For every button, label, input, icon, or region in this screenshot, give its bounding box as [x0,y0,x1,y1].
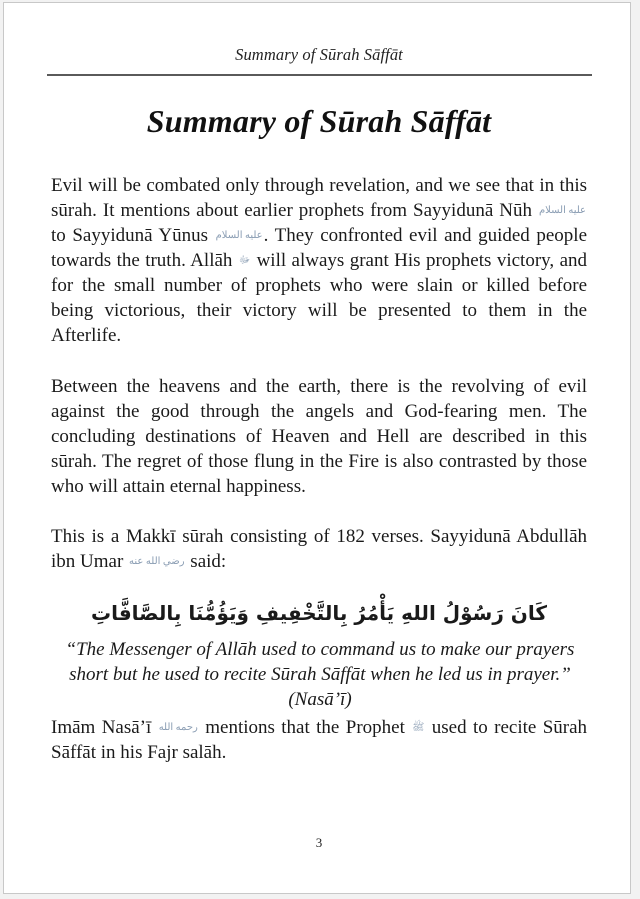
honorific-alayhis-salam-icon: عليه السلام [538,204,587,216]
paragraph-text: . They confronted evil and guided people towards the truth. Allāh [51,225,587,271]
paragraph-text: This is a Makkī sūrah consisting of 182 verses. Sayyidunā Abdullāh ibn Umar [51,526,587,572]
honorific-radiyallahu-anhu-icon: رضي الله عنه [129,555,185,567]
paragraph-text: used to recite Sūrah Sāffāt in his Fajr salāh. [51,717,588,763]
paragraph-text: mentions that the Prophet [205,717,405,738]
hadith-translation-quote: “The Messenger of Allāh used to command us to make our prayers short but he used to recite Sūrah Sāffāt when he led us in prayer.” (Nasā’ī) [65,639,575,710]
honorific-alayhis-salam-icon: عليه السلام [215,229,263,241]
document-page [3,2,631,894]
running-header: Summary of Sūrah Sāffāt [235,45,403,64]
header-rule-divider [47,74,592,76]
honorific-jalla-jalaluhu-icon: ﷻ [238,254,251,266]
honorific-salallahu-alayhi-wasallam-icon: ﷺ [412,721,425,733]
paragraph-text: to Sayyidunā Yūnus [51,225,209,246]
paragraph-intro [51,173,587,348]
paragraph-makki-surah [51,524,587,574]
page-title: Summary of Sūrah Sāffāt [146,103,492,139]
hadith-arabic-text: كَانَ رَسُوْلُ اللهِ يَأْمُرُ بِالتَّخْفِيفِ وَيَؤُمُّنَا بِالصَّافَّاتِ [90,601,548,625]
paragraph-fajr-recitation [51,715,587,765]
paragraph-text: will always grant His prophets victory, and for the small number of prophets who were slain or killed before being victorious, their victory will be presented to them in the Afterlife. [51,250,588,346]
paragraph-heavens-earth: Between the heavens and the earth, there is the revolving of evil against the good through the angels and God-fearing men. The concluding destinations of Heaven and Hell are described in this sūrah. The regret of those flung in the Fire is also contrasted by those who will attain eternal happiness. [51,376,587,497]
honorific-rahimahullah-icon: رحمه الله [158,721,198,733]
paragraph-text: said: [190,551,227,572]
paragraph-text: Evil will be combated only through revelation, and we see that in this sūrah. It mentions about earlier prophets from Sayyidunā Nūh [51,175,587,221]
paragraph-text: Imām Nasā’ī [51,717,152,738]
page-number: 3 [315,835,323,850]
